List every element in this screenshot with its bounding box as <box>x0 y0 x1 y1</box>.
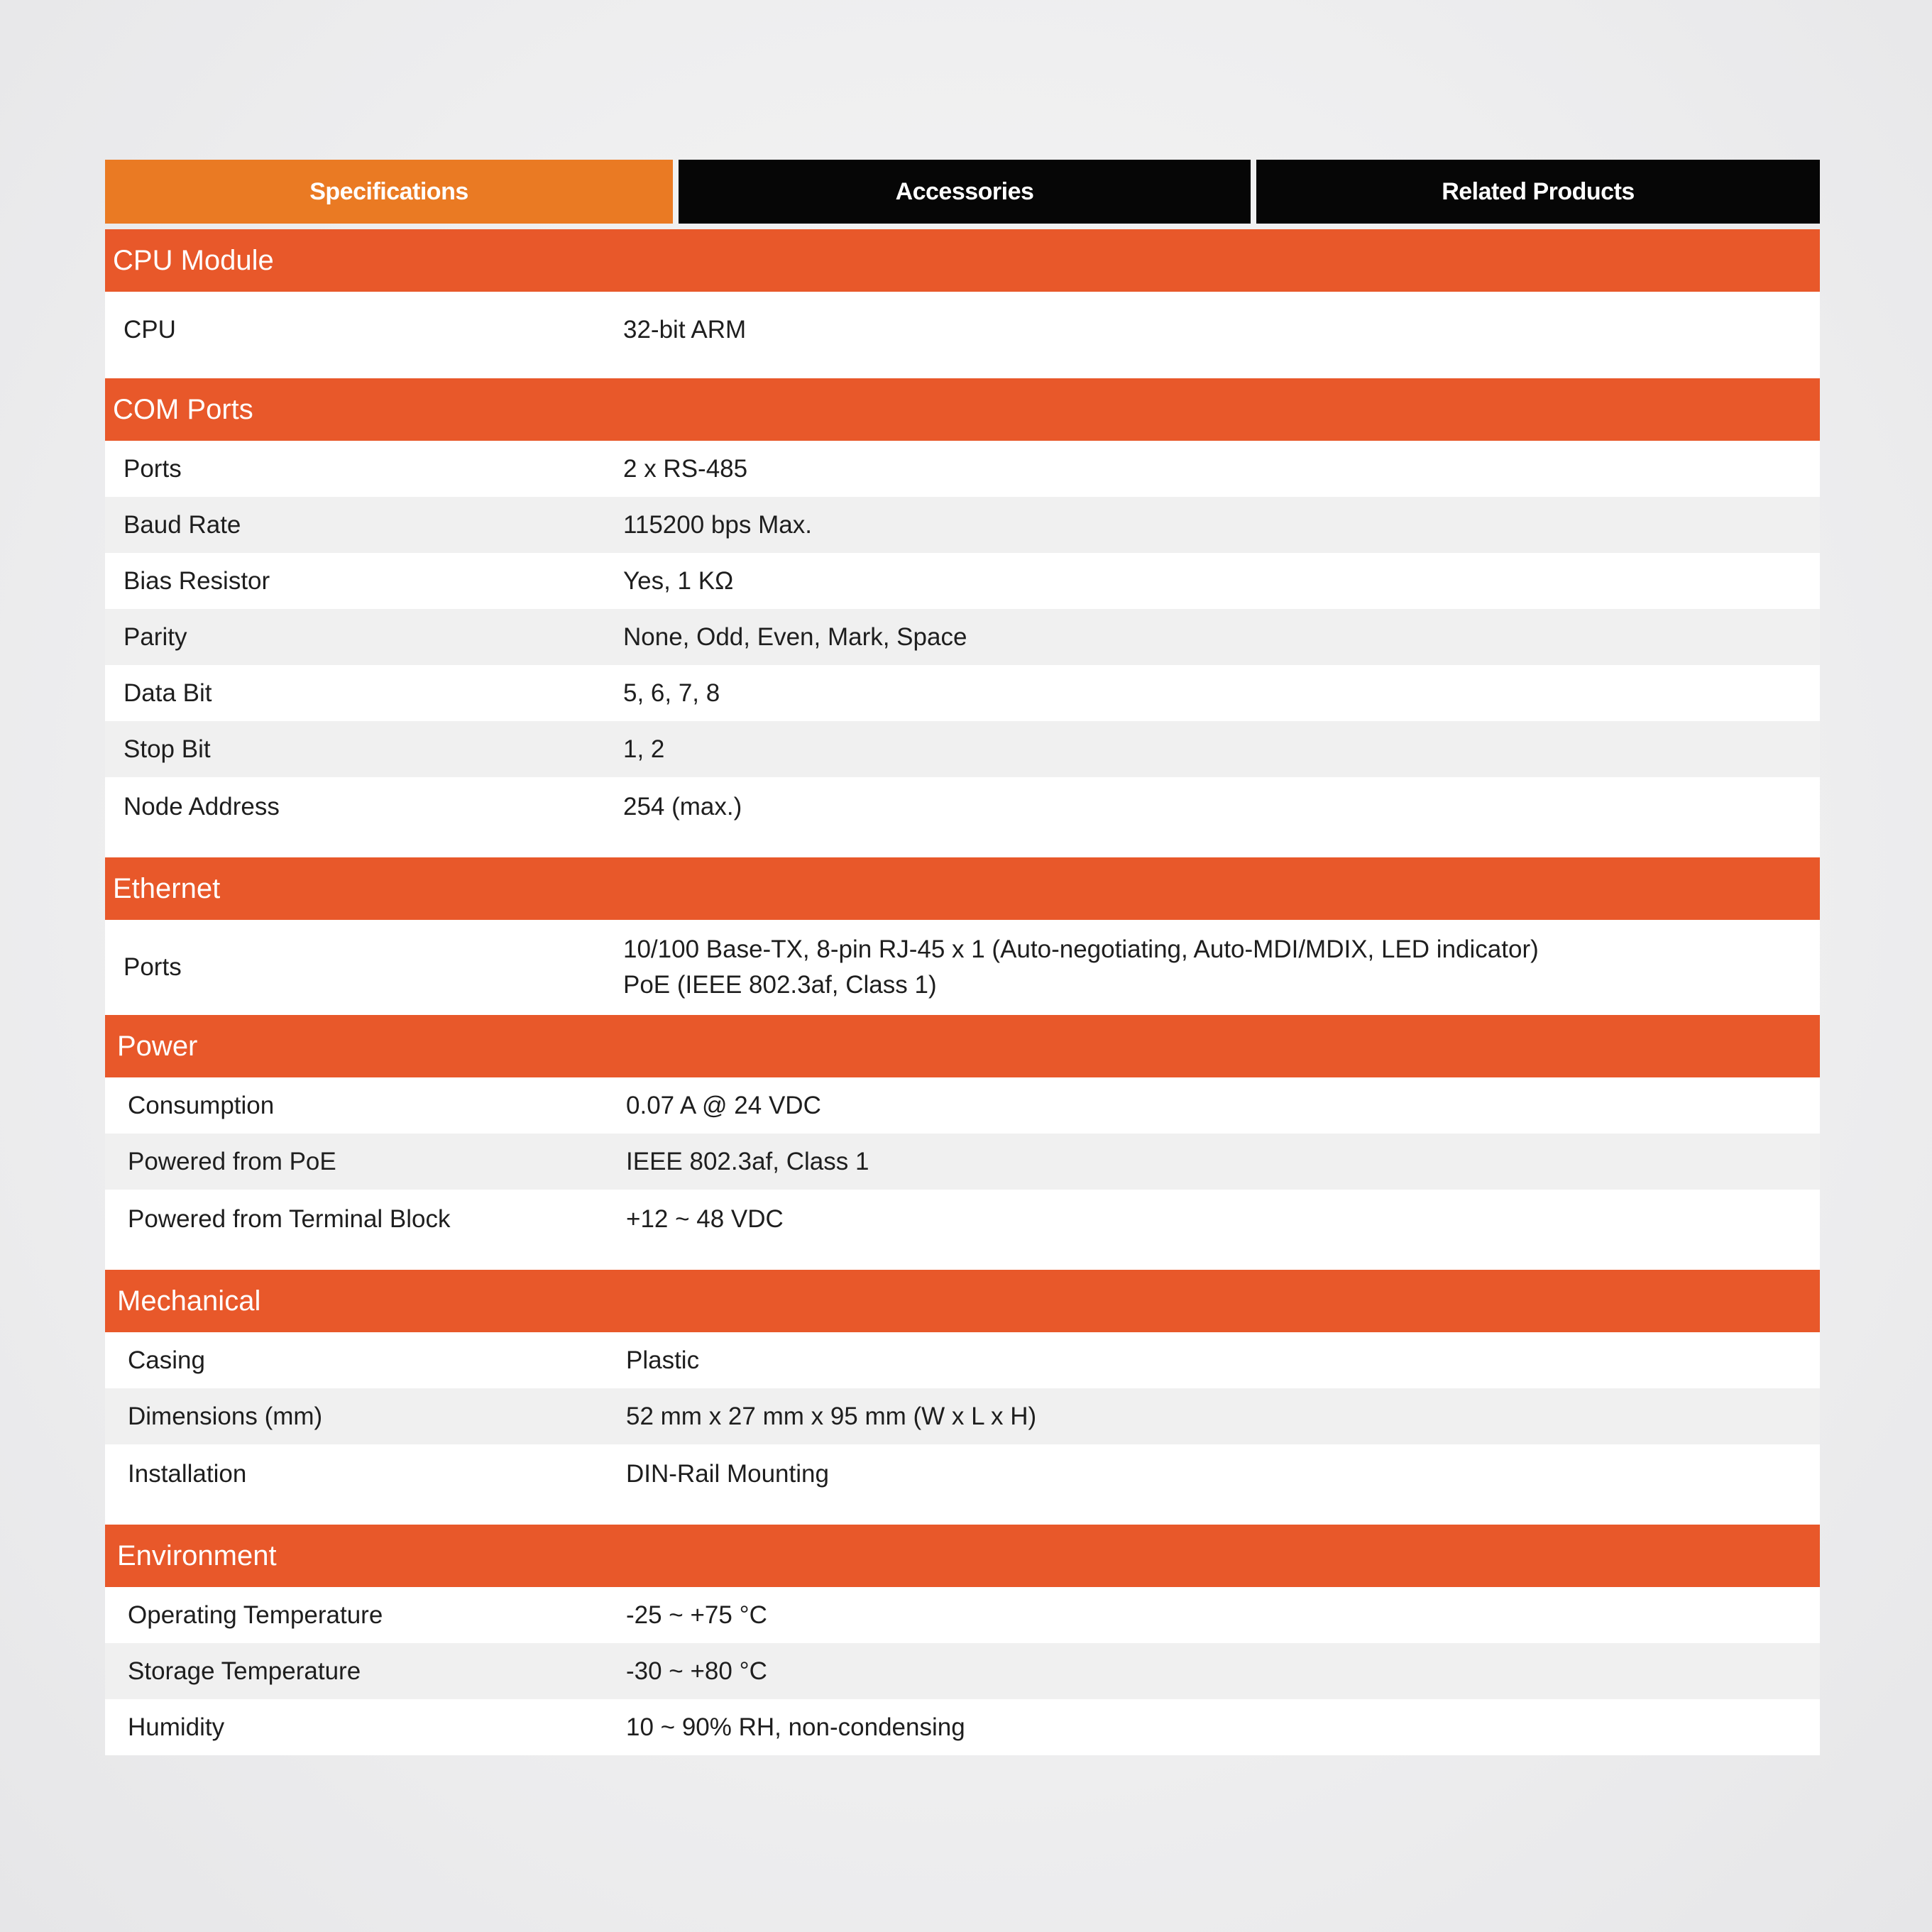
spec-row <box>105 1699 1820 1755</box>
spec-key: Node Address <box>124 793 280 820</box>
spec-value: 115200 bps Max. <box>623 510 812 539</box>
spec-value: 32-bit ARM <box>623 316 747 344</box>
spec-value: Yes, 1 KΩ <box>623 566 734 595</box>
section-mechanical <box>105 1270 1820 1525</box>
spec-row <box>105 1190 1820 1270</box>
spec-row <box>105 777 1820 857</box>
spec-row <box>105 1444 1820 1525</box>
spec-value: 52 mm x 27 mm x 95 mm (W x L x H) <box>626 1402 1037 1430</box>
spec-key: Ports <box>124 953 182 981</box>
spec-key: Bias Resistor <box>124 566 270 595</box>
spec-key: Powered from PoE <box>128 1147 336 1175</box>
tab-related-products[interactable]: Related Products <box>1256 160 1820 224</box>
spec-row <box>105 1134 1820 1190</box>
spec-row <box>105 553 1820 609</box>
spec-row <box>105 609 1820 665</box>
spec-panel <box>105 160 1820 1755</box>
spec-row <box>105 1643 1820 1699</box>
spec-key: Installation <box>128 1460 247 1488</box>
section-title: Ethernet <box>105 857 1820 920</box>
spec-key: Data Bit <box>124 679 212 707</box>
spec-row <box>105 920 1820 1015</box>
section-environment <box>105 1525 1820 1755</box>
spec-value: 0.07 A @ 24 VDC <box>626 1091 821 1119</box>
tab-specifications[interactable]: Specifications <box>105 160 673 224</box>
spec-value: -30 ~ +80 °C <box>626 1657 767 1685</box>
spec-value: 2 x RS-485 <box>623 454 748 483</box>
spec-key: Casing <box>128 1346 205 1374</box>
spec-value: 10 ~ 90% RH, non-condensing <box>626 1713 965 1741</box>
spec-row <box>105 1587 1820 1643</box>
spec-value: None, Odd, Even, Mark, Space <box>623 622 967 651</box>
spec-value: -25 ~ +75 °C <box>626 1601 767 1629</box>
spec-key: Powered from Terminal Block <box>128 1205 451 1233</box>
spec-key: Parity <box>124 622 187 651</box>
section-title: COM Ports <box>105 378 1820 441</box>
spec-row <box>105 1388 1820 1444</box>
spec-value-line: 10/100 Base-TX, 8-pin RJ-45 x 1 (Auto-negotiating, Auto-MDI/MDIX, LED indicator) <box>623 935 1539 963</box>
section-title: Environment <box>105 1525 1820 1587</box>
section-title: CPU Module <box>105 229 1820 292</box>
spec-value: Plastic <box>626 1346 700 1374</box>
spec-row <box>105 1332 1820 1388</box>
spec-key: Consumption <box>128 1091 275 1119</box>
tab-bar <box>105 160 1820 224</box>
spec-value-line: PoE (IEEE 802.3af, Class 1) <box>623 971 937 999</box>
spec-key: CPU <box>124 316 176 344</box>
spec-value: 254 (max.) <box>623 793 742 820</box>
spec-row <box>105 292 1820 378</box>
section-power <box>105 1015 1820 1270</box>
section-cpu-module <box>105 229 1820 378</box>
section-title: Mechanical <box>105 1270 1820 1332</box>
spec-value: 1, 2 <box>623 735 665 763</box>
spec-value: +12 ~ 48 VDC <box>626 1205 784 1233</box>
section-title: Power <box>105 1015 1820 1077</box>
spec-key: Operating Temperature <box>128 1601 383 1629</box>
spec-key: Storage Temperature <box>128 1657 361 1685</box>
spec-value: 5, 6, 7, 8 <box>623 679 720 707</box>
section-com-ports <box>105 378 1820 857</box>
spec-row <box>105 1077 1820 1134</box>
spec-key: Baud Rate <box>124 510 241 539</box>
spec-key: Dimensions (mm) <box>128 1402 323 1430</box>
spec-key: Stop Bit <box>124 735 211 763</box>
spec-value: IEEE 802.3af, Class 1 <box>626 1147 869 1175</box>
spec-value <box>623 932 1820 1003</box>
spec-row <box>105 721 1820 777</box>
spec-row <box>105 441 1820 497</box>
section-ethernet <box>105 857 1820 1015</box>
spec-row <box>105 665 1820 721</box>
spec-key: Humidity <box>128 1713 225 1741</box>
spec-key: Ports <box>124 454 182 483</box>
spec-row <box>105 497 1820 553</box>
spec-value: DIN-Rail Mounting <box>626 1460 829 1488</box>
tab-accessories[interactable]: Accessories <box>679 160 1251 224</box>
